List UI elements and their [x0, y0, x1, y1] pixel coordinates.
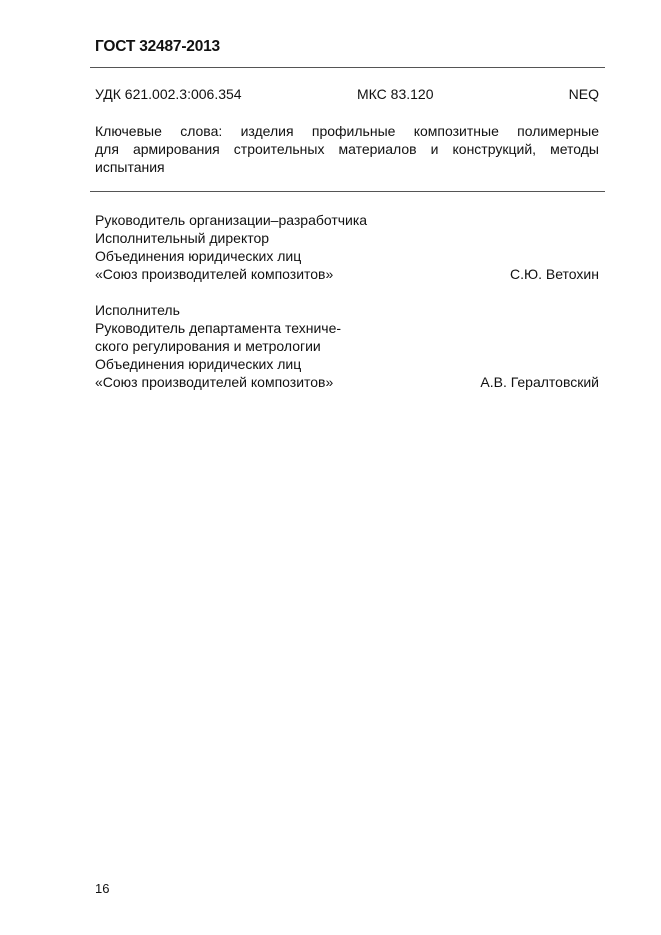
- signatory-line: ского регулирования и метрологии: [95, 338, 321, 354]
- header-divider: [90, 67, 605, 68]
- neq-code: NEQ: [568, 86, 599, 102]
- classification-codes: [95, 86, 599, 104]
- signatory-line: Объединения юридических лиц: [95, 356, 302, 372]
- signatory-line-with-name: [95, 265, 599, 283]
- page-number: 16: [95, 881, 110, 896]
- keywords-divider: [90, 191, 605, 192]
- signatory-line: Исполнитель: [95, 302, 180, 318]
- signatory-name: А.В. Гералтовский: [480, 374, 599, 390]
- signatory-name: С.Ю. Ветохин: [509, 266, 599, 282]
- keywords-line: испытания: [95, 159, 165, 175]
- signatory-line-with-name: [95, 373, 599, 391]
- signatory-line: Объединения юридических лиц: [95, 248, 302, 264]
- signatory-line: Руководитель департамента техниче-: [95, 320, 342, 336]
- mks-code: МКС 83.120: [357, 86, 434, 102]
- signatory-organization: «Союз производителей композитов»: [95, 374, 334, 390]
- udk-code: УДК 621.002.3:006.354: [95, 86, 242, 102]
- keywords-line: Ключевые слова: изделия профильные композитные полимерные: [95, 123, 599, 139]
- signatory-organization: «Союз производителей композитов»: [95, 266, 334, 282]
- keywords-line: для армирования строительных материалов и конструкций, методы: [95, 141, 599, 157]
- signatory-line: Руководитель организации–разработчика: [95, 212, 368, 228]
- signatory-block-executor: [95, 301, 599, 391]
- signatory-line: Исполнительный директор: [95, 230, 270, 246]
- signatory-block-developer: [95, 211, 599, 283]
- page-header: ГОСТ 32487-2013: [95, 38, 220, 55]
- keywords-paragraph: [95, 122, 599, 176]
